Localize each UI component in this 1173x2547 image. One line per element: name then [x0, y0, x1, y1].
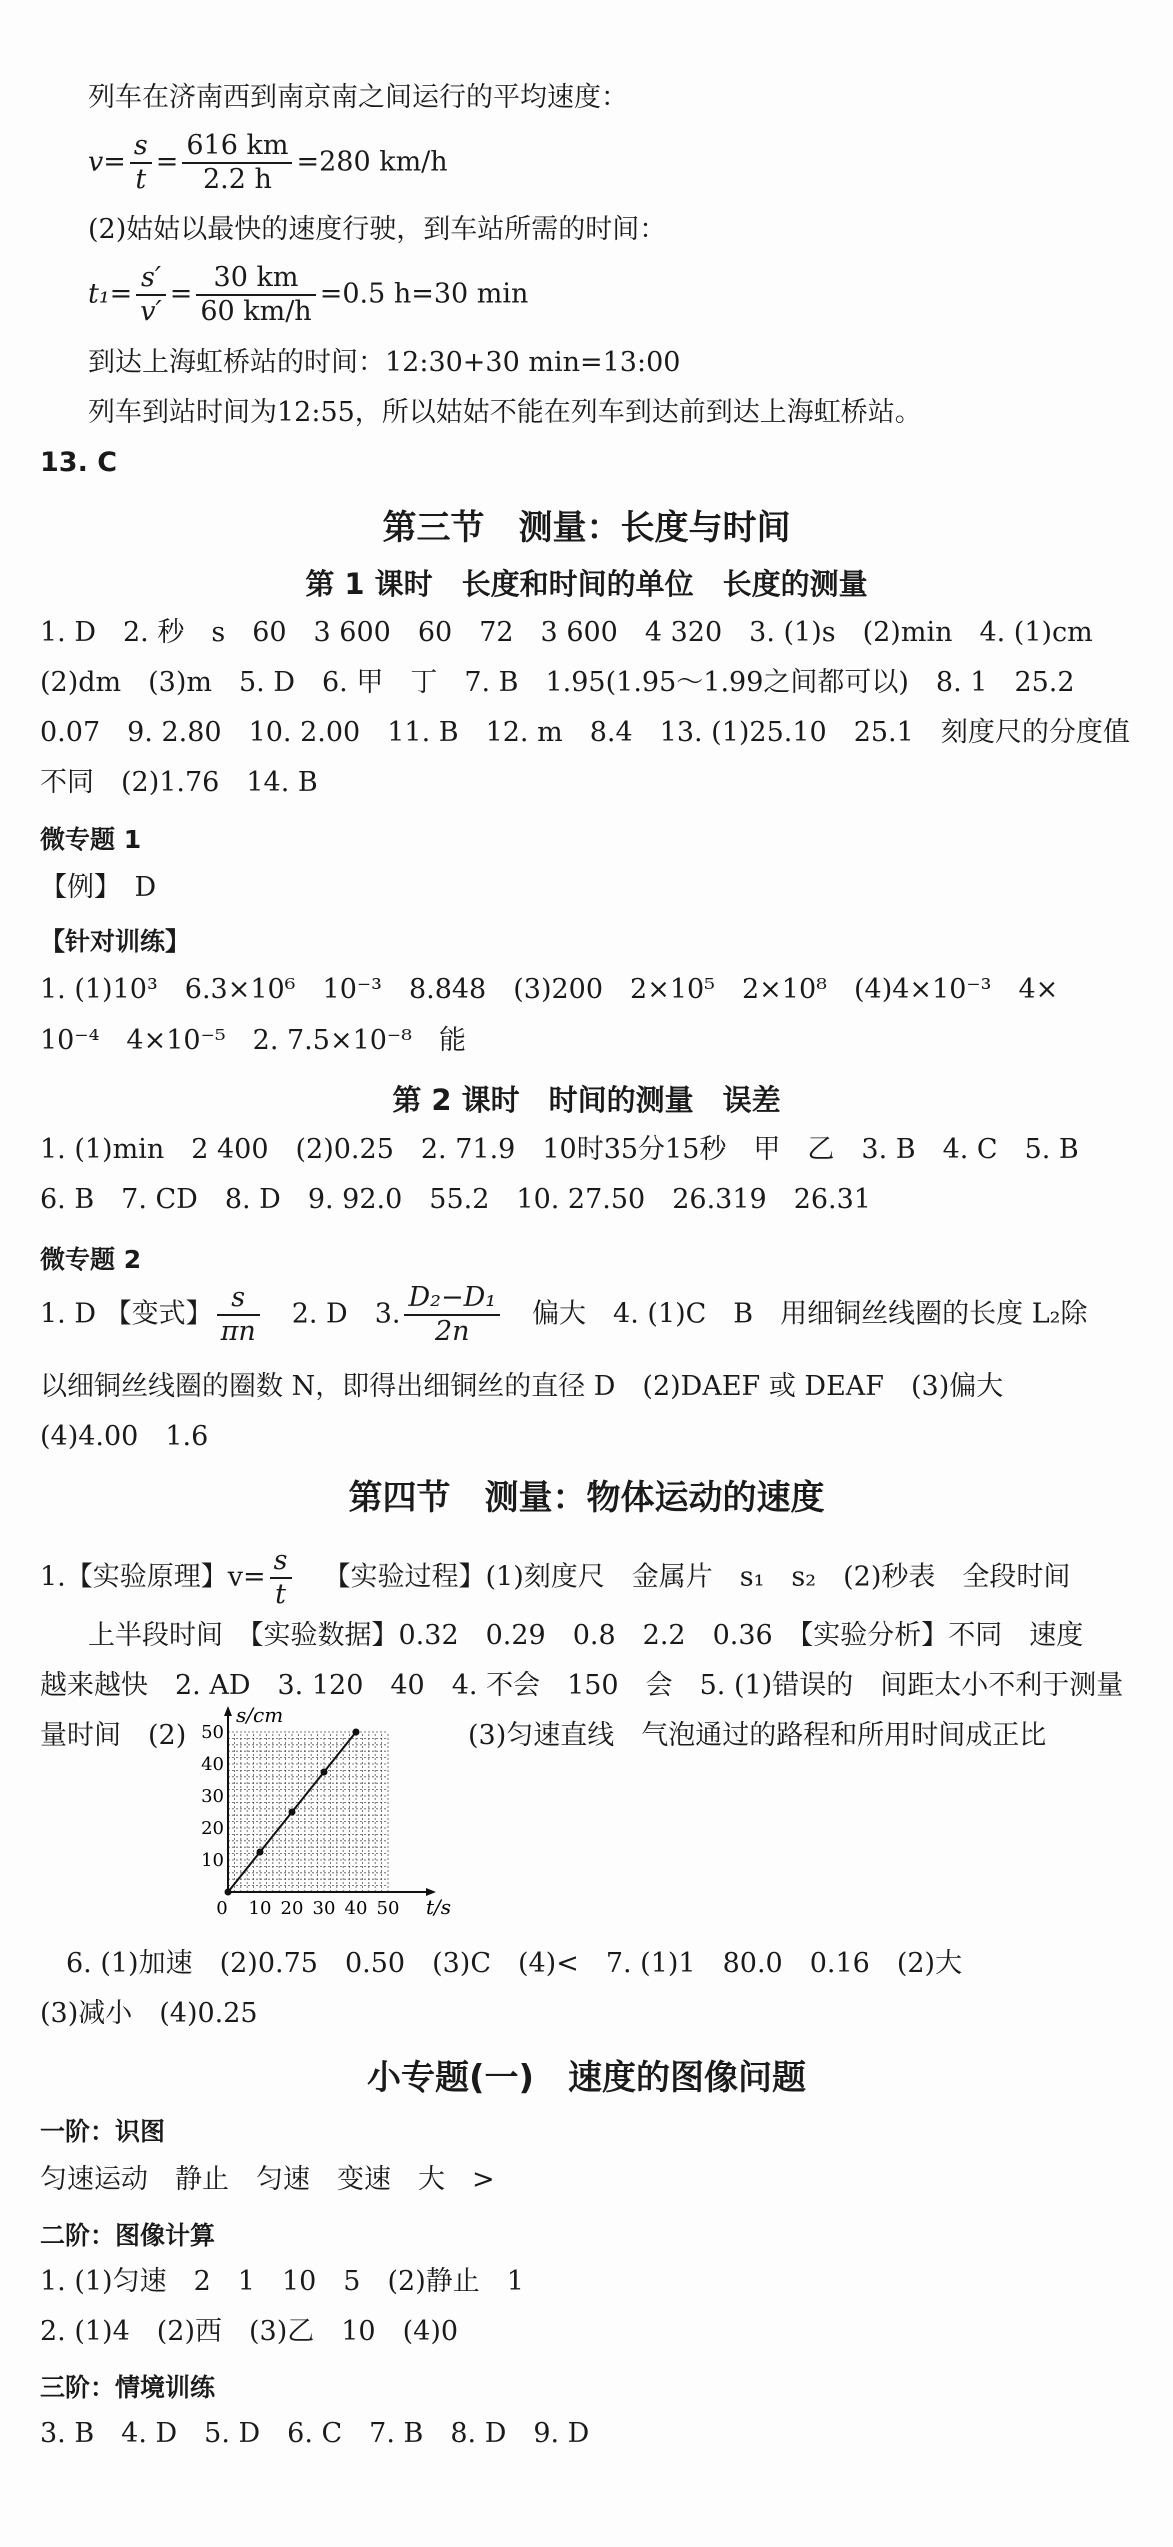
answer-line: 6. B 7. CD 8. D 9. 92.0 55.2 10. 27.50 26.319 26.31 [40, 1184, 871, 1215]
example-line: 【例】 D [40, 872, 157, 903]
fraction-sp-vp: $\frac{s'}{v'}$ [136, 262, 165, 328]
section-title: 第四节 测量：物体运动的速度 [348, 1478, 825, 1518]
text-line: 13. C [40, 447, 118, 478]
data-point [257, 1849, 264, 1856]
equation-speed: v= $\frac{s}{t}$ = $\frac{616 km}{2.2 h}$ =280 km/h [88, 130, 448, 195]
y-axis-label: s/cm [236, 1703, 284, 1727]
answer-line: 0.07 9. 2.80 10. 2.00 11. B 12. m 8.4 13. (1)25.10 25.1 刻度尺的分度值 [40, 717, 1130, 748]
answer-line: (3)减小 (4)0.25 [40, 1998, 258, 2029]
y-axis-arrow [224, 1706, 232, 1716]
topic-title: 小专题(一) 速度的图像问题 [366, 2058, 807, 2098]
answer-line: 量时间 (2) [40, 1720, 187, 1751]
answer-line: 越来越快 2. AD 3. 120 40 4. 不会 150 会 5. (1)错误的 间距太小不利于测量 [40, 1670, 1124, 1701]
y-tick-label: 30 [201, 1786, 224, 1807]
y-tick-label: 10 [201, 1850, 224, 1871]
answer-line: 3. B 4. D 5. D 6. C 7. B 8. D 9. D [40, 2418, 590, 2449]
x-axis-label: t/s [426, 1895, 452, 1919]
answer-line: 10⁻⁴ 4×10⁻⁵ 2. 7.5×10⁻⁸ 能 [40, 1025, 467, 1056]
fraction-s-t: $\frac{s}{t}$ [130, 130, 152, 196]
text-line: 列车到站时间为12:55，所以姑姑不能在列车到达前到达上海虹桥站。 [88, 397, 922, 428]
chart-grid [228, 1732, 388, 1892]
data-point [289, 1809, 296, 1816]
x-tick-label: 40 [344, 1898, 368, 1919]
x-tick-label: 20 [280, 1898, 304, 1919]
answer-line: 匀速运动 静止 匀速 变速 大 > [40, 2164, 495, 2195]
x-tick-label: 0 [216, 1898, 228, 1919]
y-tick-label: 40 [201, 1754, 224, 1775]
text-line: (2)姑姑以最快的速度行驶，到车站所需的时间： [88, 214, 667, 245]
lesson-title: 第 1 课时 长度和时间的单位 长度的测量 [305, 567, 868, 601]
stage-heading: 三阶：情境训练 [40, 2373, 216, 2402]
text-line: 到达上海虹桥站的时间：12:30+30 min=13:00 [88, 347, 681, 378]
answer-line: 上半段时间 【实验数据】0.32 0.29 0.8 2.2 0.36 【实验分析】不同 速度 [88, 1620, 1084, 1651]
answer-line: 1. (1)min 2 400 (2)0.25 2. 71.9 10时35分15秒 甲 乙 3. B 4. C 5. B [40, 1134, 1079, 1165]
section-title: 第三节 测量：长度与时间 [382, 508, 791, 548]
stage-heading: 二阶：图像计算 [40, 2221, 216, 2250]
answer-line: 1. D 2. 秒 s 60 3 600 60 72 3 600 4 320 3. (1)s (2)min 4. (1)cm [40, 617, 1093, 648]
fraction-s-pin: $\frac{s}{\pi n}$ [217, 1282, 260, 1348]
y-tick-label: 20 [201, 1818, 224, 1839]
lesson-title: 第 2 课时 时间的测量 误差 [392, 1083, 781, 1117]
answer-line: 不同 (2)1.76 14. B [40, 767, 318, 798]
equation-time: t₁= $\frac{s'}{v'}$ = $\frac{30 km}{60 km/h}$ =0.5 h=30 min [88, 262, 529, 327]
x-tick-label: 50 [376, 1898, 400, 1919]
answer-line-fraction: 1.【实验原理】v= $\frac{s}{t}$ 【实验过程】(1)刻度尺 金属片 s₁ s₂ (2)秒表 全段时间 [40, 1545, 1071, 1610]
answer-line: 1. (1)10³ 6.3×10⁶ 10⁻³ 8.848 (3)200 2×10⁵ 2×10⁸ (4)4×10⁻³ 4× [40, 974, 1059, 1005]
answer-line: 1. (1)匀速 2 1 10 5 (2)静止 1 [40, 2266, 524, 2297]
text-line: 列车在济南西到南京南之间运行的平均速度： [88, 82, 628, 113]
data-point [353, 1729, 360, 1736]
fraction-values: $\frac{616 km}{2.2 h}$ [182, 130, 292, 196]
eq-v: v= [88, 146, 126, 178]
answer-line: (3)匀速直线 气泡通过的路程和所用时间成正比 [468, 1720, 1047, 1751]
answer-line: 以细铜丝线圈的圈数 N，即得出细铜丝的直径 D (2)DAEF 或 DEAF (3)偏大 [40, 1371, 1004, 1402]
answer-line: 6. (1)加速 (2)0.75 0.50 (3)C (4)< 7. (1)1 80.0 0.16 (2)大 [66, 1948, 963, 1979]
micro-topic-heading: 微专题 2 [40, 1245, 142, 1274]
fraction-diameter: $\frac{\text{D₂−D₁}}{2n}$ [404, 1282, 500, 1348]
data-point [225, 1889, 232, 1896]
fraction-values: $\frac{30 km}{60 km/h}$ [196, 262, 315, 328]
micro-topic-heading: 微专题 1 [40, 825, 142, 854]
training-heading: 【针对训练】 [40, 927, 191, 956]
answer-line-fractions: 1. D 【变式】 $\frac{s}{\pi n}$ 2. D 3. $\frac{\text{D₂−D₁}}{2n}$ 偏大 4. (1)C B 用细铜丝线圈的长度 L₂除 [40, 1282, 1088, 1347]
stage-heading: 一阶：识图 [40, 2117, 166, 2146]
answer-line: (4)4.00 1.6 [40, 1421, 209, 1452]
answer-line: (2)dm (3)m 5. D 6. 甲 丁 7. B 1.95(1.95～1.99之间都可以) 8. 1 25.2 [40, 667, 1075, 698]
x-tick-label: 10 [248, 1898, 272, 1919]
answer-line: 2. (1)4 (2)西 (3)乙 10 (4)0 [40, 2316, 459, 2347]
data-point [321, 1769, 328, 1776]
s-t-graph [201, 1690, 452, 1930]
y-tick-label: 50 [201, 1722, 224, 1743]
x-tick-label: 30 [312, 1898, 336, 1919]
fraction-s-t: $\frac{s}{t}$ [270, 1545, 292, 1611]
